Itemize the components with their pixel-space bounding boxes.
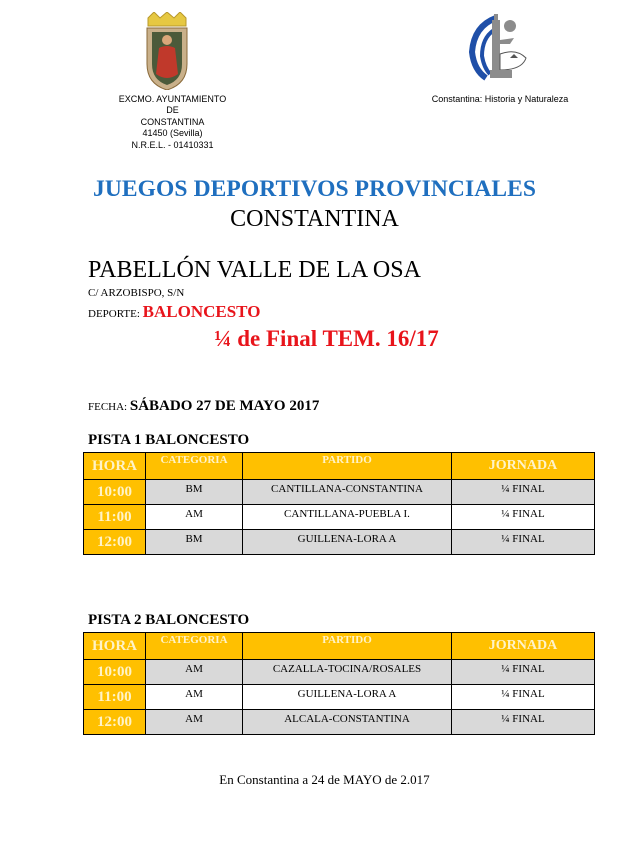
column-header-categoria: CATEGORIA xyxy=(146,633,243,660)
table-row xyxy=(84,530,595,555)
competition-phase: ¼ de Final TEM. 16/17 xyxy=(214,326,439,351)
cell-categoria: AM xyxy=(146,685,243,710)
document-title: JUEGOS DEPORTIVOS PROVINCIALES xyxy=(92,176,537,202)
coat-of-arms-icon xyxy=(144,12,190,90)
cell-partido: CAZALLA-TOCINA/ROSALES xyxy=(243,660,452,685)
court-1-schedule-table xyxy=(83,452,595,555)
venue-address: C/ ARZOBISPO, S/N xyxy=(88,287,185,299)
cell-partido: CANTILLANA-CONSTANTINA xyxy=(243,480,452,505)
sport-value: BALONCESTO xyxy=(142,302,261,321)
cell-hora: 11:00 xyxy=(84,685,146,710)
address-line: EXCMO. AYUNTAMIENTO xyxy=(118,94,227,104)
address-line: DE xyxy=(166,105,179,116)
address-line: N.R.E.L. - 01410331 xyxy=(131,139,214,150)
column-header-hora: HORA xyxy=(84,453,146,480)
table-row xyxy=(84,710,595,735)
sport-line xyxy=(88,302,260,322)
column-header-partido: PARTIDO xyxy=(243,453,452,480)
cell-partido: GUILLENA-LORA A xyxy=(243,685,452,710)
municipality-address xyxy=(100,94,245,151)
cell-jornada: ¼ FINAL xyxy=(452,480,595,505)
cell-categoria: AM xyxy=(146,660,243,685)
court-1-title: PISTA 1 BALONCESTO xyxy=(88,432,250,448)
cell-hora: 12:00 xyxy=(84,530,146,555)
date-value: SÁBADO 27 DE MAYO 2017 xyxy=(129,398,320,414)
cell-hora: 10:00 xyxy=(84,660,146,685)
column-header-jornada: JORNADA xyxy=(452,633,595,660)
table-row xyxy=(84,660,595,685)
logo-caption: Constantina: Historia y Naturaleza xyxy=(431,94,569,104)
cell-jornada: ¼ FINAL xyxy=(452,710,595,735)
cell-jornada: ¼ FINAL xyxy=(452,685,595,710)
court-2-schedule-table xyxy=(83,632,595,735)
column-header-jornada: JORNADA xyxy=(452,453,595,480)
column-header-partido: PARTIDO xyxy=(243,633,452,660)
table-header-row xyxy=(84,453,595,480)
address-line: CONSTANTINA xyxy=(140,116,205,127)
date-label: FECHA: xyxy=(88,401,130,413)
cell-partido: CANTILLANA-PUEBLA I. xyxy=(243,505,452,530)
table-header-row xyxy=(84,633,595,660)
document-footer: En Constantina a 24 de MAYO de 2.017 xyxy=(219,772,430,787)
cell-jornada: ¼ FINAL xyxy=(452,660,595,685)
table-row xyxy=(84,505,595,530)
cell-hora: 11:00 xyxy=(84,505,146,530)
court-2-title: PISTA 2 BALONCESTO xyxy=(88,612,250,628)
date-line xyxy=(88,398,319,415)
cell-partido: ALCALA-CONSTANTINA xyxy=(243,710,452,735)
column-header-categoria: CATEGORIA xyxy=(146,453,243,480)
cell-jornada: ¼ FINAL xyxy=(452,530,595,555)
cell-jornada: ¼ FINAL xyxy=(452,505,595,530)
sport-label: DEPORTE: xyxy=(88,308,143,320)
cell-hora: 12:00 xyxy=(84,710,146,735)
cell-categoria: BM xyxy=(146,530,243,555)
table-row xyxy=(84,685,595,710)
table-row xyxy=(84,480,595,505)
column-header-hora: HORA xyxy=(84,633,146,660)
cell-categoria: BM xyxy=(146,480,243,505)
address-line: 41450 (Sevilla) xyxy=(142,128,203,139)
cell-hora: 10:00 xyxy=(84,480,146,505)
venue-name: PABELLÓN VALLE DE LA OSA xyxy=(88,257,421,283)
cell-categoria: AM xyxy=(146,505,243,530)
cell-partido: GUILLENA-LORA A xyxy=(243,530,452,555)
cell-categoria: AM xyxy=(146,710,243,735)
historia-naturaleza-logo-icon xyxy=(466,12,532,82)
document-subtitle: CONSTANTINA xyxy=(230,206,399,232)
